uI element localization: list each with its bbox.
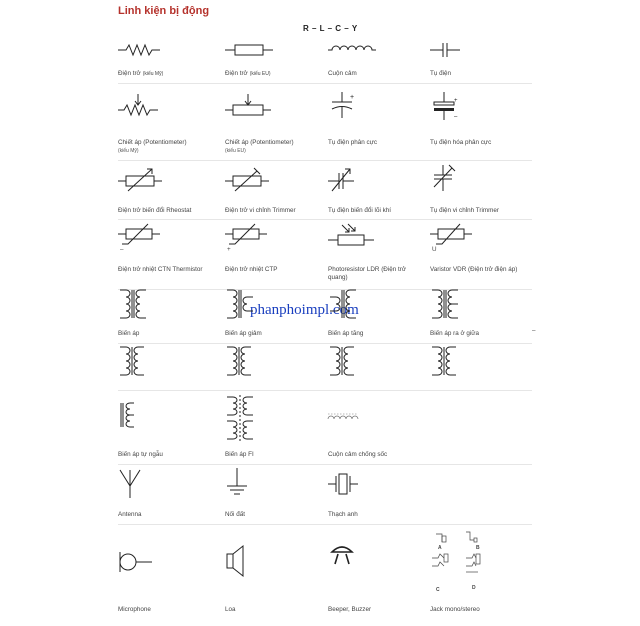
svg-text:–: –	[454, 114, 458, 120]
symbol-label	[328, 139, 377, 147]
capacitor-icon	[430, 38, 490, 98]
svg-text:+: +	[350, 94, 355, 101]
jack-variant-letter: C	[436, 587, 440, 593]
symbol-label-variant: (kiểu EU)	[249, 71, 271, 77]
if-transformer-icon	[225, 393, 285, 453]
transformer-icon	[118, 288, 178, 348]
jack-variant-letter: D	[472, 585, 476, 591]
antenna-icon	[118, 468, 178, 528]
symbol-label	[430, 70, 451, 78]
symbol-label-text: Điện trở	[225, 70, 248, 77]
jack-variant-letter: B	[476, 545, 480, 551]
resistor-eu-icon	[225, 38, 285, 98]
symbol-label	[328, 330, 363, 338]
autotransformer-icon	[118, 393, 178, 453]
symbol-label-text: Photoresistor LDR (Điện trở	[328, 266, 406, 273]
symbol-label-text: Chiết áp (Potentiometer)	[118, 139, 187, 146]
symbol-label-text: Biến áp tăng	[328, 330, 364, 337]
symbol-label-text: Tụ điện phân cực	[328, 139, 378, 146]
symbol-label	[328, 606, 371, 614]
symbol-label	[118, 451, 163, 459]
symbol-label	[225, 70, 271, 78]
symbol-label-text: Điện trở nhiệt CTP	[225, 266, 278, 273]
symbol-label-text: Tụ điện vi chỉnh Trimmer	[430, 207, 499, 214]
section-subtitle: R – L – C – Y	[303, 24, 358, 33]
symbol-label	[225, 266, 277, 274]
variable-capacitor-icon	[328, 165, 388, 225]
symbol-label	[328, 511, 358, 519]
speaker-icon	[225, 528, 285, 588]
symbol-sign-mark: +	[227, 246, 231, 253]
symbol-label-text: Tụ điện hóa phân cực	[430, 139, 492, 146]
symbol-label	[328, 70, 357, 78]
resistor-us-icon	[118, 38, 178, 98]
svg-text:+: +	[454, 98, 458, 104]
symbol-sign-mark: –	[120, 246, 124, 253]
symbol-label-text: Varistor VDR (Điện trở điện áp)	[430, 266, 518, 273]
symbol-label-text: Điện trở	[118, 70, 141, 77]
symbol-label-text: Điện trở nhiệt CTN Thermistor	[118, 266, 203, 273]
symbol-label-variant: (kiểu Mỹ)	[142, 71, 164, 77]
symbol-label-variant: (kiểu EU)	[225, 148, 246, 154]
symbol-label-text: Điện trở vi chỉnh Trimmer	[225, 207, 296, 214]
symbol-label-text: Tụ điện biến đổi lõi khí	[328, 207, 392, 214]
symbol-label	[225, 511, 245, 519]
symbol-label-text: Microphone	[118, 606, 151, 613]
symbol-label-text: Biến áp tự ngẫu	[118, 451, 163, 458]
center-tap-transformer-icon	[430, 288, 490, 348]
ground-icon	[225, 468, 285, 528]
symbol-label-text: Biến áp ra ở giữa	[430, 330, 479, 337]
symbol-label	[118, 330, 139, 338]
symbol-label	[328, 451, 387, 459]
symbol-label-text: Beeper, Buzzer	[328, 606, 372, 613]
symbol-label-text: Chiết áp (Potentiometer)	[225, 139, 294, 146]
symbol-label-text: Antenna	[118, 511, 142, 518]
choke-icon	[328, 393, 388, 453]
step-down-transformer-icon	[225, 288, 285, 348]
symbol-label-text: Biến áp giảm	[225, 330, 262, 337]
symbol-label	[430, 207, 499, 215]
symbol-label	[225, 139, 294, 155]
symbol-label	[118, 606, 151, 614]
symbol-label-text: Biến áp FI	[225, 451, 254, 458]
symbol-label-text: Tụ điện	[430, 70, 452, 77]
inductor-icon	[328, 38, 388, 98]
symbol-label	[328, 207, 391, 215]
symbol-label	[225, 207, 296, 215]
symbol-label	[430, 266, 517, 274]
symbol-label-text: Biến áp	[118, 330, 140, 337]
symbol-label	[118, 207, 191, 215]
symbol-label	[430, 606, 480, 614]
symbol-label	[225, 606, 236, 614]
symbol-label	[225, 451, 254, 459]
symbol-label-variant: (kiểu Mỹ)	[118, 148, 139, 154]
symbol-label-text: Cuộn cảm	[328, 70, 357, 77]
symbol-label-text: Thạch anh	[328, 511, 358, 518]
trimmer-capacitor-icon	[430, 165, 490, 225]
symbol-label	[430, 330, 479, 338]
symbol-label	[118, 139, 187, 155]
transformer-core-icon	[430, 345, 490, 405]
stray-dash: –	[532, 327, 536, 334]
rheostat-icon	[118, 165, 178, 225]
symbol-label	[430, 139, 491, 147]
microphone-icon	[118, 528, 178, 588]
symbol-sign-mark: U	[432, 246, 437, 253]
row-divider	[118, 160, 532, 161]
row-divider	[118, 524, 532, 525]
section-title: Linh kiện bị động	[118, 5, 210, 17]
trimmer-resistor-icon	[225, 165, 285, 225]
row-divider	[118, 464, 532, 465]
symbol-label-text: Cuộn cảm chống sốc	[328, 451, 388, 458]
crystal-icon	[328, 468, 388, 528]
symbol-label	[328, 266, 406, 282]
symbol-label-text: Nối đất	[225, 511, 245, 518]
symbol-label	[225, 330, 262, 338]
symbol-label-text: Điện trở biến đổi Rheostat	[118, 207, 192, 214]
watermark-text: phanphoimpl.com	[250, 302, 359, 318]
jack-variant-letter: A	[438, 545, 442, 551]
buzzer-icon	[328, 528, 388, 588]
symbol-label-text: Jack mono/stereo	[430, 606, 480, 613]
audio-jack-icon	[430, 528, 490, 588]
symbol-label	[118, 266, 203, 274]
step-up-transformer-icon	[328, 288, 388, 348]
symbol-label	[118, 511, 141, 519]
symbol-label	[118, 70, 163, 78]
symbol-label-line2: quang)	[328, 274, 348, 281]
symbol-label-text: Loa	[225, 606, 236, 613]
